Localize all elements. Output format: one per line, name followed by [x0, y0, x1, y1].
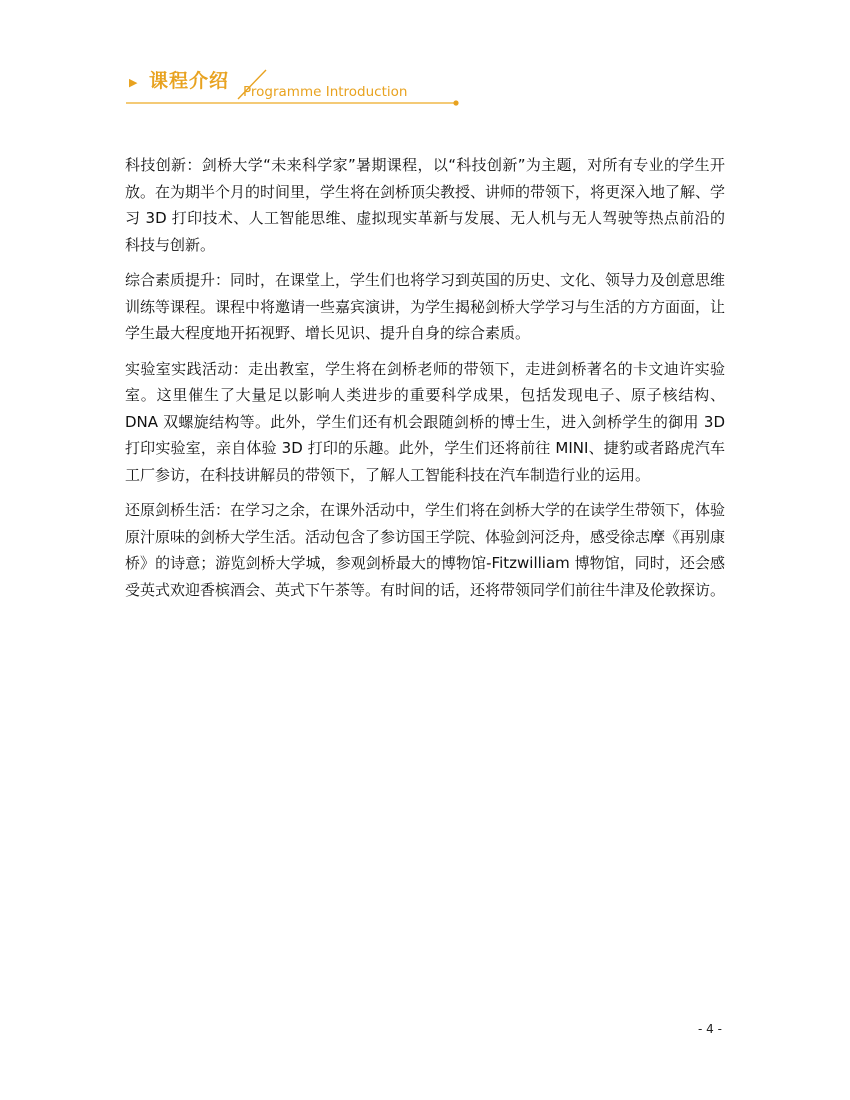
section-subtitle: Programme Introduction: [243, 84, 408, 100]
body-text: [125, 152, 725, 612]
section-title: 课程介绍: [149, 70, 230, 92]
header-underline-dot: [453, 100, 458, 105]
triangle-right-icon: ▶: [129, 76, 138, 89]
paragraph-tech-innovation: 科技创新：剑桥大学“未来科学家”暑期课程，以“科技创新”为主题，对所有专业的学生开放。在为期半个月的时间里，学生将在剑桥顶尖教授、讲师的带领下，将更深入地了解、学习 3D 打印技术、人工智能思维、虚拟现实革新与发展、无人机与无人驾驶等热点前沿的科技与创新。: [125, 156, 726, 254]
paragraph-cambridge-life: 还原剑桥生活：在学习之余，在课外活动中，学生们将在剑桥大学的在读学生带领下，体验原汁原味的剑桥大学生活。活动包含了参访国王学院、体验剑河泛舟，感受徐志摩《再别康桥》的诗意；游览剑桥大学城，参观剑桥最大的博物馆-Fitzwilliam 博物馆，同时，还会感受英式欢迎香槟酒会、英式下午茶等。有时间的话，还将带领同学们前往牛津及伦敦探访。: [125, 501, 726, 599]
paragraph-lab-practice: 实验室实践活动：走出教室，学生将在剑桥老师的带领下，走进剑桥著名的卡文迪许实验室。这里催生了大量足以影响人类进步的重要科学成果，包括发现电子、原子核结构、DNA 双螺旋结构等。此外，学生们还有机会跟随剑桥的博士生，进入剑桥学生的御用 3D 打印实验室，亲自体验 3D 打印的乐趣。此外，学生们还将前往 MINI、捷豹或者路虎汽车工厂参访，在科技讲解员的带领下，了解人工智能科技在汽车制造行业的运用。: [125, 359, 725, 484]
paragraph-quality-improvement: 综合素质提升：同时，在课堂上，学生们也将学习到英国的历史、文化、领导力及创意思维训练等课程。课程中将邀请一些嘉宾演讲，为学生揭秘剑桥大学学习与生活的方方面面，让学生最大程度地开拓视野、增长见识、提升自身的综合素质。: [125, 271, 726, 342]
page-number: - 4 -: [698, 1022, 722, 1036]
section-header: [126, 66, 466, 112]
